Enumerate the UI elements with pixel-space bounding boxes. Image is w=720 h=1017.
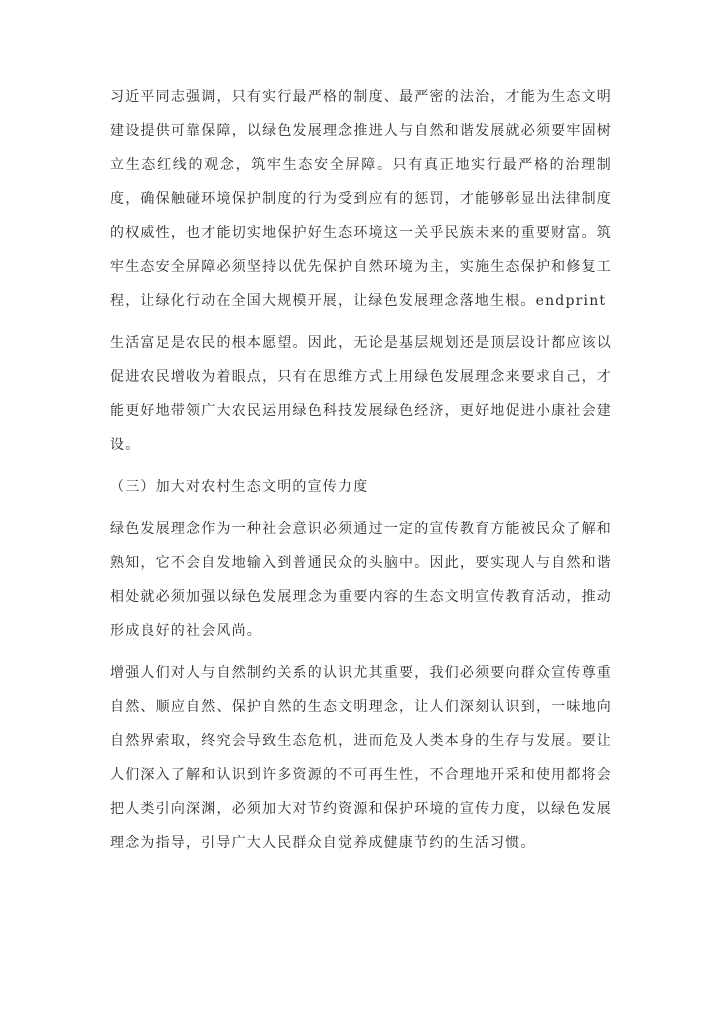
paragraph-farmers-income: 生活富足是农民的根本愿望。因此，无论是基层规划还是顶层设计都应该以促进农民增收为着眼点，只有在思维方式上用绿色发展理念来要求自己，才能更好地带领广大农民运用绿色科技发展绿色经济，更好地促进小康社会建设。 bbox=[110, 335, 612, 453]
paragraph-human-nature-relation: 增强人们对人与自然制约关系的认识尤其重要，我们必须要向群众宣传尊重自然、顺应自然、保护自然的生态文明理念，让人们深刻认识到，一味地向自然界索取，终究会导致生态危机，进而危及人类本身的生存与发展。要让人们深入了解和认识到许多资源的不可再生性，不合理地开采和使用都将会把人类引向深渊，必须加大对节约资源和保护环境的宣传力度，以绿色发展理念为指导，引导广大人民群众自觉养成健康节约的生活习惯。 bbox=[110, 665, 612, 851]
paragraph-publicity-education: 绿色发展理念作为一种社会意识必须通过一定的宣传教育方能被民众了解和熟知，它不会自发地输入到普通民众的头脑中。因此，要实现人与自然和谐相处就必须加强以绿色发展理念为重要内容的生态文明宣传教育活动，推动形成良好的社会风尚。 bbox=[110, 521, 612, 639]
document-page bbox=[110, 80, 612, 860]
paragraph-ecological-red-line: 习近平同志强调，只有实行最严格的制度、最严密的法治，才能为生态文明建设提供可靠保障，以绿色发展理念推进人与自然和谐发展就必须要牢固树立生态红线的观念，筑牢生态安全屏障。只有真正地实行最严格的治理制度，确保触碰环境保护制度的行为受到应有的惩罚，才能够彰显出法律制度的权威性，也才能切实地保护好生态环境这一关乎民族未来的重要财富。筑牢生态安全屏障必须坚持以优先保护自然环境为主，实施生态保护和修复工程，让绿化行动在全国大规模开展，让绿色发展理念落地生根。endprint bbox=[110, 89, 612, 309]
section-heading: （三）加大对农村生态文明的宣传力度 bbox=[110, 479, 369, 495]
